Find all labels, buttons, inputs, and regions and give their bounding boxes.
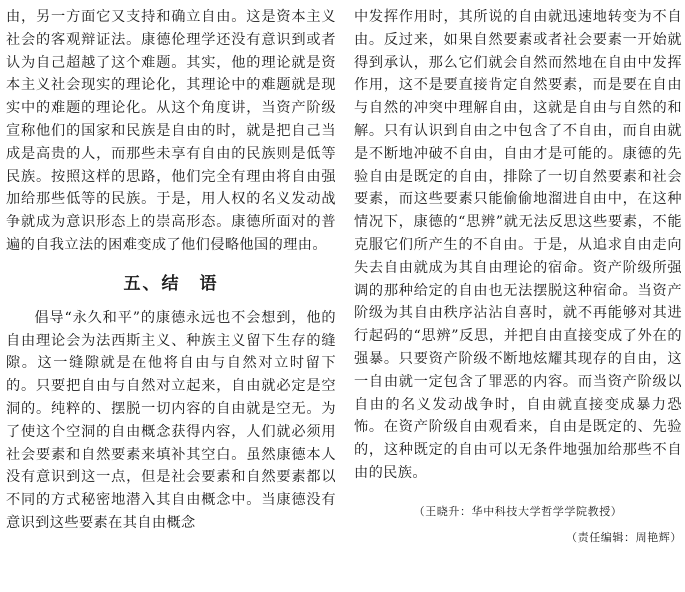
left-paragraph-continuation: 由，另一方面它又支持和确立自由。这是资本主义社会的客观辩证法。康德伦理学还没有意识到或者认为自己超越了这个难题。其实，他的理论就是资本主义社会现实的理论化，其理论中的难题就是现实中的难题的理论化。从这个角度讲，当资产阶级宣称他们的国家和民族是自由的时，就是把自己当成是高贵的人，而那些未享有自由的民族则是低等民族。按照这样的思路，他们完全有理由将自由强加给那些低等的民族。于是，用人权的名义发动战争就成为意识形态上的崇高形态。康德所面对的普遍的自我立法的困难变成了他们侵略他国的理由。 xyxy=(6,9,336,253)
section-heading-conclusion: 五、结 语 xyxy=(123,273,219,294)
right-paragraph-conclusion-continued: 中发挥作用时，其所说的自由就迅速地转变为不自由。反过来，如果自然要素或者社会要素一开始就得到承认，那么它们就会自然而然地在自由中发挥作用，这不是要直接肯定自然要素，而是要在自由与自然的冲突中理解自由，这就是自由与自然的和解。只有认识到自由之中包含了不自由，而自由就是不断地冲破不自由，自由才是可能的。康德的先验自由是既定的自由，排除了一切自然要素和社会要素，而这些要素只能偷偷地溜进自由中，在这种情况下，康德的“思辨”就无法反思这些要素，不能克服它们所产生的不自由。于是，从追求自由走向失去自由就成为其自由理论的宿命。资产阶级所强调的那种给定的自由也无法摆脱这种宿命。当资产阶级为其自由秩序沾沾自喜时，就不再能够对其进行起码的“思辨”反思，并把自由直接变成了外在的强暴。只要资产阶级不断地炫耀其现存的自由，这一自由就一定包含了罪恶的内容。而当资产阶级以自由的名义发动战争时，自由就直接变成暴力恐怖。在资产阶级自由观看来，自由是既定的、先验的，这种既定的自由可以无条件地强加给那些不自由的民族。 xyxy=(354,9,682,481)
right-column xyxy=(354,6,682,547)
responsible-editor-note: （责任编辑：周艳辉） xyxy=(566,530,682,544)
left-paragraph-conclusion: 倡导“永久和平”的康德永远也不会想到，他的自由理论会为法西斯主义、种族主义留下生存的缝隙。这一缝隙就是在他将自由与自然对立时留下的。只要把自由与自然对立起来，自由就必定是空洞的。纯粹的、摆脱一切内容的自由就是空无。为了使这个空洞的自由概念获得内容，人们就必须用社会要素和自然要素来填补其空白。虽然康德本人没有意识到这一点，但是社会要素和自然要素都以不同的方式秘密地潜入其自由概念中。当康德没有意识到这些要素在其自由概念 xyxy=(6,309,336,531)
left-column xyxy=(6,6,336,535)
author-affiliation-note: （王晓升：华中科技大学哲学学院教授） xyxy=(413,504,623,518)
